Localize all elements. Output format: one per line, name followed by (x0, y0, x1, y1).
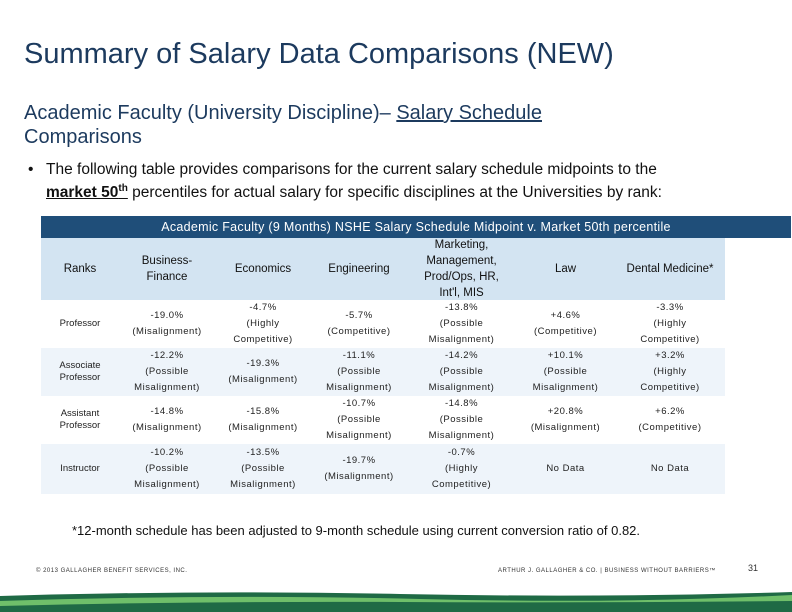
table-cell: -10.7% (Possible Misalignment) (311, 396, 407, 444)
table-cell: -0.7% (Highly Competitive) (407, 444, 516, 494)
table-cell: +20.8% (Misalignment) (516, 396, 615, 444)
table-cell: -12.2% (Possible Misalignment) (119, 348, 215, 396)
subtitle-underlined: Salary Schedule (396, 102, 542, 124)
table-cell: -13.8% (Possible Misalignment) (407, 300, 516, 348)
table-cell: -19.3% (Misalignment) (215, 348, 311, 396)
bullet-underlined: market 50th (46, 183, 128, 202)
column-header: Dental Medicine* (615, 238, 725, 300)
table-cell: -14.8% (Misalignment) (119, 396, 215, 444)
column-header: Economics (215, 238, 311, 300)
table-cell: -14.2% (Possible Misalignment) (407, 348, 516, 396)
subtitle-prefix: Academic Faculty (University Discipline)– (24, 102, 397, 124)
table-cell: -5.7% (Competitive) (311, 300, 407, 348)
column-header: Business- Finance (119, 238, 215, 300)
bullet-text-before: The following table provides comparisons for the current salary schedule midpoints to the (46, 161, 657, 178)
rank-label: Professor (41, 300, 119, 348)
table-cell: +3.2% (Highly Competitive) (615, 348, 725, 396)
table-cell: +10.1% (Possible Misalignment) (516, 348, 615, 396)
footer-brand: ARTHUR J. GALLAGHER & CO. | BUSINESS WITHOUT BARRIERS™ (498, 568, 716, 574)
rank-label: Assistant Professor (41, 396, 119, 444)
footnote: *12-month schedule has been adjusted to 9-month schedule using current conversion ratio of 0.82. (72, 523, 641, 538)
table-title: Academic Faculty (9 Months) NSHE Salary Schedule Midpoint v. Market 50th percentile (41, 216, 791, 238)
column-header: Marketing, Management, Prod/Ops, HR, Int'l, MIS (407, 238, 516, 300)
table-cell: -19.7% (Misalignment) (311, 444, 407, 494)
column-header: Engineering (311, 238, 407, 300)
footer-decorative-band (0, 586, 792, 612)
column-header: Law (516, 238, 615, 300)
column-header: Ranks (41, 238, 119, 300)
table-cell: -10.2% (Possible Misalignment) (119, 444, 215, 494)
table-cell: No Data (615, 444, 725, 494)
slide-title: Summary of Salary Data Comparisons (NEW) (24, 38, 614, 70)
slide-subtitle (24, 101, 724, 149)
table-cell: No Data (516, 444, 615, 494)
rank-label: Instructor (41, 444, 119, 494)
table-grid (41, 238, 791, 494)
bullet-icon: • (28, 161, 34, 178)
table-cell: -11.1% (Possible Misalignment) (311, 348, 407, 396)
bullet-text-after: percentiles for actual salary for specific disciplines at the Universities by rank: (127, 184, 662, 202)
table-cell: -13.5% (Possible Misalignment) (215, 444, 311, 494)
table-cell: -4.7% (Highly Competitive) (215, 300, 311, 348)
table-cell: +4.6% (Competitive) (516, 300, 615, 348)
salary-comparison-table (41, 216, 791, 494)
page-number: 31 (748, 563, 759, 573)
table-cell: +6.2% (Competitive) (615, 396, 725, 444)
table-cell: -15.8% (Misalignment) (215, 396, 311, 444)
subtitle-suffix: Comparisons (24, 126, 142, 148)
table-cell: -19.0% (Misalignment) (119, 300, 215, 348)
bullet-point (28, 160, 778, 202)
table-cell: -3.3% (Highly Competitive) (615, 300, 725, 348)
rank-label: Associate Professor (41, 348, 119, 396)
footer-copyright: © 2013 GALLAGHER BENEFIT SERVICES, INC. (36, 568, 188, 574)
table-cell: -14.8% (Possible Misalignment) (407, 396, 516, 444)
